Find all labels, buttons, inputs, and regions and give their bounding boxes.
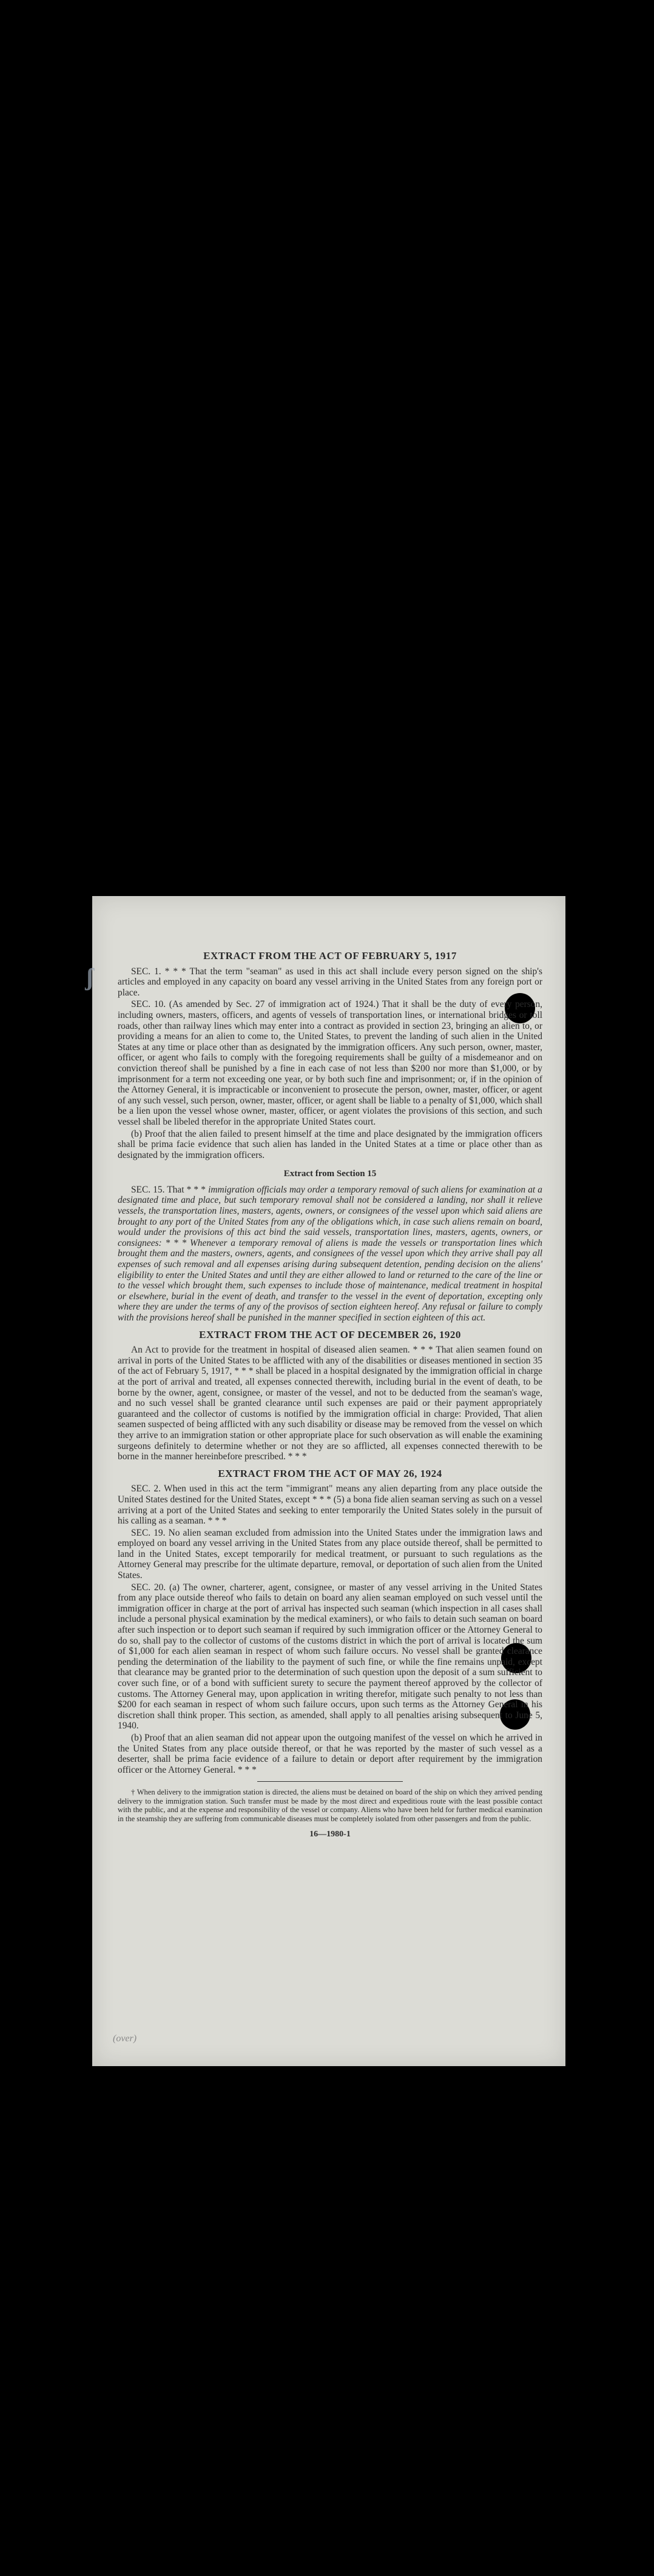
heading-act-1920: EXTRACT FROM THE ACT OF DECEMBER 26, 1920 <box>199 1328 461 1340</box>
sec-15-body: immigration officials may order a temporary removal of such aliens for examination at a designated time and place, but such temporary removal shall not be considered a landing, nor shall it relieve vessels, the transportation lines, masters, agents, owners, or consignees of the vessel upon which said aliens are brought to any port of the United States from any of the obligations which, in case such aliens remain on board, would under the provisions of this act bind the said vessels, transportation lines, masters, agents, owners, or consignees: * * * Whenever a temporary removal of aliens is made the vessels or transportation lines which brought them and the masters, owners, agents, and consignees of the vessel upon which they arrive shall pay all expenses of such removal and all expenses arising during subsequent detention, pending decision on the aliens' eligibility to enter the United States and until they are either allowed to land or returned to the care of the line or to the vessel which brought them, such expenses to include those of maintenance, medical treatment in hospital or elsewhere, burial in the event of death, and transfer to the vessel in the event of deportation, excepting only where they are under the terms of any of the provisos of section eighteen hereof. Any refusal or failure to comply with the provisions hereof shall be punished in the manner specified in section eighteen of this act. <box>118 1184 542 1323</box>
paragraph-sec-20b: (b) Proof that an alien seaman did not appear upon the outgoing manifest of the vessel on which he arrived in the United States from any place outside thereof, or that he was reported by the master of such vessel as a deserter, shall be prima facie evidence of a failure to detain or deport after requirement by the immigration officer or the Attorney General. * * * <box>118 1732 542 1775</box>
paragraph-sec-10: SEC. 10. (As amended by Sec. 27 of immigration act of 1924.) That it shall be the duty of every person, including owners, masters, officers, and agents of vessels of transportation lines, or international bridges or toll roads, other than railway lines which may enter into a contract as provided in section 23, bringing an alien to, or providing a means for an alien to come to, the United States, to prevent the landing of such alien in the United States at any time or place other than as designated by the immigration officers. Any such person, owner, master, officer, or agent who fails to comply with the foregoing requirements shall be guilty of a misdemeanor and on conviction thereof shall be punished by a fine in each case of not less than $200 nor more than $1,000, or by imprisonment for a term not exceeding one year, or by both such fine and imprisonment; or, if in the opinion of the Attorney General, it is impracticable or inconvenient to prosecute the person, owner, master, officer, or agent of any such vessel, such person, owner, master, officer, or agent shall be liable to a penalty of $1,000, which shall be a lien upon the vessel whose owner, master, officer, or agent violates the provisions of this section, and such vessel shall be libeled therefor in the appropriate United States court. <box>118 999 542 1127</box>
heading-act-1917: EXTRACT FROM THE ACT OF FEBRUARY 5, 1917 <box>203 950 457 962</box>
paragraph-act-1920: An Act to provide for the treatment in hospital of diseased alien seamen. * * * That alien seamen found on arrival in ports of the United States to be afflicted with any of the disabilities or diseases mentioned in section 35 of the act of February 5, 1917, * * * shall be placed in a hospital designated by the immigration official in charge at the port of arrival and treated, all expenses connected therewith, including burial in the event of death, to be borne by the owner, agent, consignee, or master of the vessel, and not to be deducted from the seaman's wage, and no such vessel shall be granted clearance until such expenses are paid or their payment appropriately guaranteed and the collector of customs is notified by the immigration official in charge: Provided, That alien seamen suspected of being afflicted with any such disability or disease may be removed from the vessel on which they arrive to an immigration station or other appropriate place for such observation as will enable the examining surgeons definitely to determine whether or not they are so afflicted, all expenses connected therewith to be borne in the manner hereinbefore prescribed. * * * <box>118 1345 542 1462</box>
faded-stamp-mark: ʃ <box>86 963 94 991</box>
paragraph-sec-20a: SEC. 20. (a) The owner, charterer, agent, consignee, or master of any vessel arriving in the United States from any place outside thereof who fails to detain on board any alien seaman employed on such vessel until the immigration officer in charge at the port of arrival has inspected such seaman (which inspection in all cases shall include a personal physical examination by the medical examiners), or who fails to detain such seaman on board after such inspection or to deport such seaman if required by such immigration officer or the Attorney General to do so, shall pay to the collector of customs of the customs district in which the port of arrival is located the sum of $1,000 for each alien seaman in respect of whom such failure occurs. No vessel shall be granted clearance pending the determination of the liability to the payment of such fine, or while the fine remains unpaid, except that clearance may be granted prior to the determination of such question upon the deposit of a sum sufficient to cover such fine, or of a bond with sufficient surety to secure the payment thereof approved by the collector of customs. The Attorney General may, upon application in writing therefor, mitigate such penalty to not less than $200 for each seaman in respect of whom such failure occurs, upon such terms as the Attorney General in his discretion shall think proper. This section, as amended, shall apply to all penalties arising subsequent to June 5, 1940. <box>118 1582 542 1731</box>
heading-act-1924: EXTRACT FROM THE ACT OF MAY 26, 1924 <box>218 1467 442 1479</box>
form-code: 16—1980-1 <box>309 1829 351 1839</box>
footnote: † When delivery to the immigration station is directed, the aliens must be detained on board of the ship on which they arrived pending delivery to the immigration station. Such transfer must be made by the most direct and expeditious route with the least possible contact with the public, and at the expense and responsibility of the vessel or company. Aliens who have been held for further medical examination in the steamship they are suffering from communicable diseases must be completely isolated from other passengers and from the public. <box>118 1788 542 1823</box>
subheading-section-15: Extract from Section 15 <box>283 1169 377 1179</box>
document-text <box>118 945 542 1840</box>
paragraph-sec-2: SEC. 2. When used in this act the term "immigrant" means any alien departing from any place outside the United States destined for the United States, except * * * (5) a bona fide alien seaman serving as such on a vessel arriving at a port of the United States and seeking to enter temporarily the United States solely in the pursuit of his calling as a seaman. * * * <box>118 1484 542 1527</box>
divider <box>257 1781 403 1782</box>
paragraph-sec-10b: (b) Proof that the alien failed to present himself at the time and place designated by the immigration officers shall be prima facie evidence that such alien has landed in the United States at a time or place other than as designated by the immigration officers. <box>118 1128 542 1160</box>
paragraph-sec-1: SEC. 1. * * * That the term "seaman" as used in this act shall include every person signed on the ship's articles and employed in any capacity on board any vessel arriving in the United States from any foreign port or place. <box>118 966 542 998</box>
pencil-annotation: (over) <box>113 2033 137 2044</box>
paragraph-sec-19: SEC. 19. No alien seaman excluded from admission into the United States under the immigration laws and employed on board any vessel arriving in the United States from any place outside thereof, shall be permitted to land in the United States, except temporarily for medical treatment, or pursuant to such regulations as the Attorney General may prescribe for the ultimate departure, removal, or deportation of such alien from the United States. <box>118 1527 542 1581</box>
paragraph-sec-15 <box>118 1185 542 1323</box>
document-page <box>86 896 565 2066</box>
sec-15-lead: SEC. 15. That * * * <box>131 1184 206 1195</box>
